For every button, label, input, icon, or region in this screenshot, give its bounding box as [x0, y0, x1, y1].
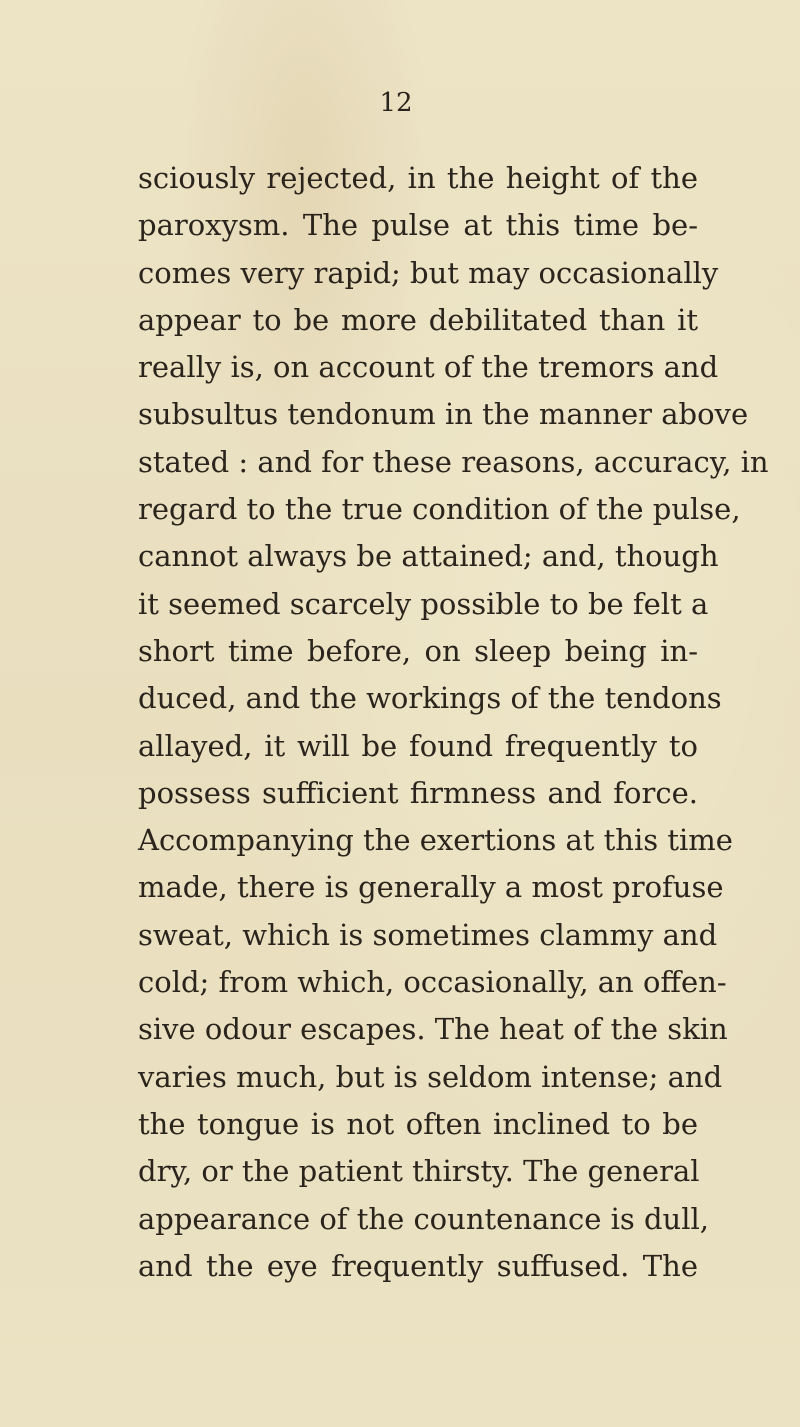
- text-line: and the eye frequently suffused. The: [138, 1248, 698, 1283]
- text-line: appearance of the countenance is dull,: [138, 1201, 709, 1236]
- text-line: appear to be more debilitated than it: [138, 302, 698, 337]
- text-line: Accompanying the exertions at this time: [138, 823, 733, 858]
- text-line: varies much, but is seldom intense; and: [138, 1059, 723, 1094]
- text-line: comes very rapid; but may occasionally: [138, 255, 719, 290]
- text-line: sive odour escapes. The heat of the skin: [138, 1012, 728, 1047]
- text-line: really is, on account of the tremors and: [138, 350, 719, 385]
- text-line: regard to the true condition of the pulse,: [138, 492, 741, 527]
- text-line: possess sufficient firmness and force.: [138, 775, 698, 810]
- text-line: cold; from which, occasionally, an offen-: [138, 965, 727, 1000]
- text-line: the tongue is not often inclined to be: [138, 1106, 698, 1141]
- text-line: allayed, it will be found frequently to: [138, 728, 698, 763]
- text-line: cannot always be attained; and, though: [138, 539, 719, 574]
- text-line: short time before, on sleep being in-: [138, 633, 698, 668]
- page-number: 12: [379, 88, 413, 118]
- text-line: sweat, which is sometimes clammy and: [138, 917, 718, 952]
- text-line: dry, or the patient thirsty. The general: [138, 1154, 700, 1189]
- text-line: duced, and the workings of the tendons: [138, 681, 722, 716]
- text-line: sciously rejected, in the height of the: [138, 161, 698, 195]
- text-line: it seemed scarcely possible to be felt a: [138, 586, 709, 621]
- body-text: [138, 155, 769, 1290]
- text-line: stated : and for these reasons, accuracy, in: [138, 444, 769, 479]
- text-line: subsultus tendonum in the manner above: [138, 397, 749, 432]
- text-line: made, there is generally a most profuse: [138, 870, 724, 905]
- text-line: paroxysm. The pulse at this time be-: [138, 208, 698, 243]
